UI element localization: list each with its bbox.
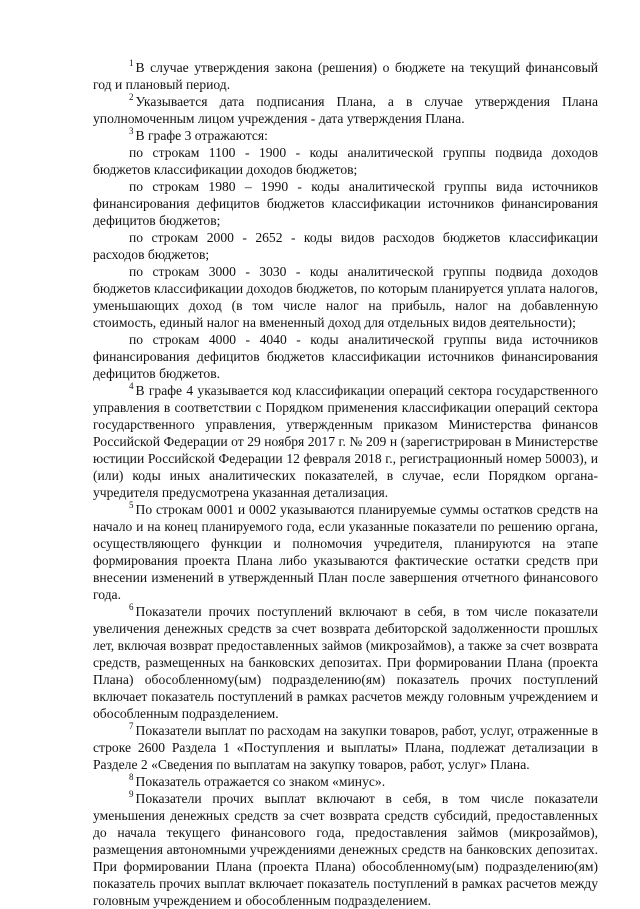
footnote-text: Показатели прочих выплат включают в себя, в том числе показатели уменьшения денежных средств за счет возврата средств субсидий, предоставленных до начала текущего финансового года, предоставления займов (микрозаймов), размещения автономными учреждениями денежных средств на банковских депозитах. При формировании Плана (проекта Плана) обособленному(ым) подразделению(ям) показатель прочих выплат включает показатель поступлений в рамках расчетов между головным учреждением и обособленным подразделением. [93, 791, 598, 908]
footnote-text: по строкам 1100 - 1900 - коды аналитической группы подвида доходов бюджетов классификации доходов бюджетов; [93, 145, 598, 177]
footnote-mark: 2 [129, 92, 134, 103]
footnote-text: Показатель отражается со знаком «минус». [135, 774, 386, 789]
footnote-3-item [93, 263, 598, 331]
footnote-3-item [93, 331, 598, 382]
footnote-6 [93, 603, 598, 722]
footnote-2 [93, 93, 598, 127]
footnote-mark: 9 [129, 789, 134, 800]
footnote-8 [93, 773, 598, 790]
footnote-mark: 6 [129, 602, 134, 613]
footnote-text: Показатели выплат по расходам на закупки товаров, работ, услуг, отраженные в строке 2600 Раздела 1 «Поступления и выплаты» Плана, подлежат детализации в Разделе 2 «Сведения по выплатам на закупку товаров, работ, услуг» Плана. [93, 723, 598, 772]
footnotes-block [93, 59, 598, 909]
footnote-text: В случае утверждения закона (решения) о бюджете на текущий финансовый год и плановый период. [93, 60, 598, 92]
footnote-7 [93, 722, 598, 773]
footnote-mark: 7 [129, 721, 134, 732]
footnote-text: В графе 4 указывается код классификации операций сектора государственного управления в соответствии с Порядком применения классификации операций сектора государственного управления, утвержденным приказом Министерства финансов Российской Федерации от 29 ноября 2017 г. № 209 н (зарегистрирован в Министерстве юстиции Российской Федерации 12 февраля 2018 г., регистрационный номер 50003), и (или) коды иных аналитических показателей, в случае, если Порядком органа-учредителя предусмотрена указанная детализация. [93, 383, 598, 500]
footnote-text: Показатели прочих поступлений включают в себя, в том числе показатели увеличения денежных средств за счет возврата дебиторской задолженности прошлых лет, включая возврат предоставленных займов (микрозаймов), а также за счет возврата средств, размещенных на банковских депозитах. При формировании Плана (проекта Плана) обособленному(ым) подразделению(ям) показатель прочих поступлений включает показатель поступлений в рамках расчетов между головным учреждением и обособленным подразделением. [93, 604, 598, 721]
footnote-text: Указывается дата подписания Плана, а в случае утверждения Плана уполномоченным лицом учреждения - дата утверждения Плана. [93, 94, 598, 126]
footnote-3-item [93, 229, 598, 263]
footnote-text: По строкам 0001 и 0002 указываются планируемые суммы остатков средств на начало и на конец планируемого года, если указанные показатели по решению органа, осуществляющего функции и полномочия учредителя, планируются на этапе формирования проекта Плана либо указываются фактические остатки средств при внесении изменений в утвержденный План после завершения отчетного финансового года. [93, 502, 598, 602]
footnote-mark: 4 [129, 381, 134, 392]
footnote-9 [93, 790, 598, 909]
footnote-3 [93, 127, 598, 144]
footnote-5 [93, 501, 598, 603]
footnote-3-item [93, 178, 598, 229]
footnote-1 [93, 59, 598, 93]
footnote-mark: 3 [129, 126, 134, 137]
footnote-text: по строкам 3000 - 3030 - коды аналитической группы подвида доходов бюджетов классификации доходов бюджетов, по которым планируется уплата налогов, уменьшающих доход (в том числе налог на прибыль, налог на добавленную стоимость, единый налог на вмененный доход для отдельных видов деятельности); [93, 264, 598, 330]
footnote-mark: 8 [129, 772, 134, 783]
footnote-text: по строкам 2000 - 2652 - коды видов расходов бюджетов классификации расходов бюджетов; [93, 230, 598, 262]
footnote-text: по строкам 4000 - 4040 - коды аналитической группы вида источников финансирования дефицитов бюджетов классификации источников финансирования дефицитов бюджетов. [93, 332, 598, 381]
footnote-text: В графе 3 отражаются: [135, 128, 268, 143]
footnote-text: по строкам 1980 – 1990 - коды аналитической группы вида источников финансирования дефицитов бюджетов классификации источников финансирования дефицитов бюджетов; [93, 179, 598, 228]
footnote-mark: 1 [129, 58, 134, 69]
footnote-mark: 5 [129, 500, 134, 511]
footnote-4 [93, 382, 598, 501]
footnote-3-item [93, 144, 598, 178]
